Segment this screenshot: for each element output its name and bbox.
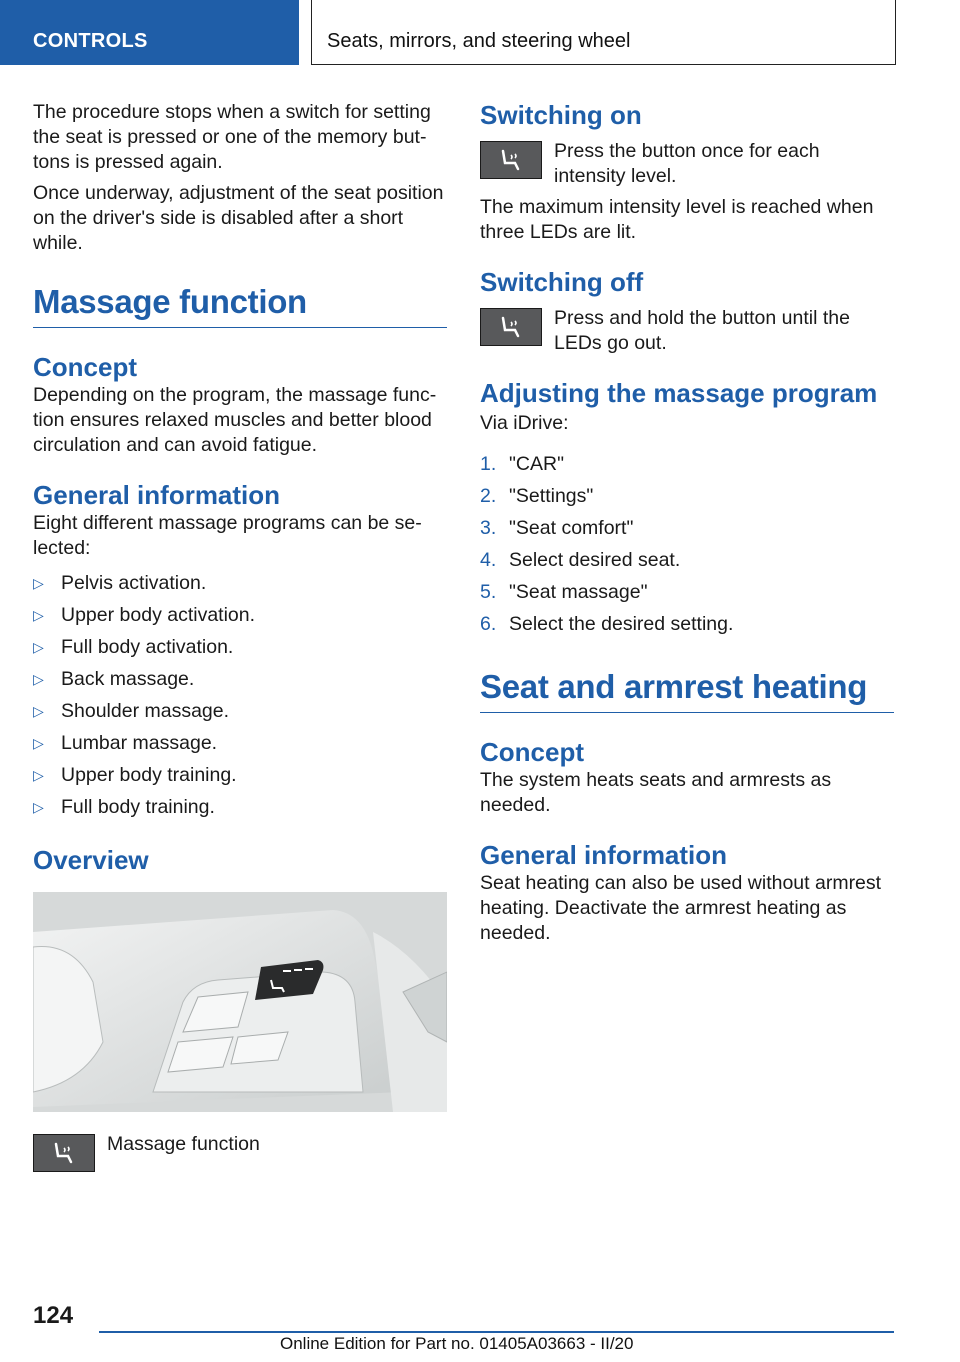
intro-paragraph-2: Once underway, adjustment of the seat position on the driver's side is disabled after a short while. bbox=[33, 182, 444, 254]
list-item: 5. "Seat massage" bbox=[480, 581, 648, 603]
overview-heading: Overview bbox=[33, 845, 149, 875]
list-item: ▷ Upper body training. bbox=[33, 759, 447, 791]
list-item: ▷ Full body training. bbox=[33, 791, 447, 823]
list-item: 4. Select desired seat. bbox=[480, 549, 681, 571]
triangle-right-icon: ▷ bbox=[33, 671, 44, 687]
triangle-right-icon: ▷ bbox=[33, 639, 44, 655]
concept-heading: Concept bbox=[33, 352, 137, 382]
chapter-label: Seats, mirrors, and steering wheel bbox=[327, 30, 631, 52]
list-item: 2. "Settings" bbox=[480, 485, 594, 507]
switching-off-row bbox=[480, 306, 894, 356]
chapter-tab bbox=[311, 0, 896, 65]
right-column bbox=[480, 100, 894, 946]
switching-on-heading: Switching on bbox=[480, 100, 642, 130]
intro-paragraph-1: The procedure stops when a switch for setting the seat is pressed or one of the memory buttons is pressed again. bbox=[33, 101, 431, 173]
triangle-right-icon: ▷ bbox=[33, 767, 44, 783]
seat-massage-icon bbox=[480, 141, 542, 179]
triangle-right-icon: ▷ bbox=[33, 703, 44, 719]
triangle-right-icon: ▷ bbox=[33, 607, 44, 623]
switching-on-row bbox=[480, 139, 894, 189]
list-item: ▷ Pelvis activation. bbox=[33, 567, 447, 599]
list-item: 6. Select the desired setting. bbox=[480, 613, 734, 635]
switching-on-text: Press the button once for each intensity level. bbox=[554, 140, 820, 187]
page-number: 124 bbox=[33, 1302, 74, 1329]
footer-edition: Online Edition for Part no. 01405A03663 - II/20 bbox=[280, 1334, 634, 1353]
adjust-steps-list bbox=[480, 448, 894, 640]
concept-text: Depending on the program, the massage function ensures relaxed muscles and better blood circulation and can avoid fatigue. bbox=[33, 384, 437, 456]
triangle-right-icon: ▷ bbox=[33, 735, 44, 751]
list-item: ▷ Lumbar massage. bbox=[33, 727, 447, 759]
switching-off-heading: Switching off bbox=[480, 267, 644, 297]
footer-divider bbox=[99, 1331, 894, 1333]
heating-concept-heading: Concept bbox=[480, 737, 584, 767]
seat-heating-heading: Seat and armrest heating bbox=[480, 668, 894, 713]
massage-function-heading: Massage function bbox=[33, 283, 447, 328]
section-tab bbox=[0, 0, 299, 65]
heating-general-heading: General information bbox=[480, 840, 728, 870]
list-item: 3. "Seat comfort" bbox=[480, 517, 634, 539]
general-info-heading: General information bbox=[33, 480, 281, 510]
heating-concept-text: The system heats seats and armrests as needed. bbox=[480, 769, 832, 816]
adjust-program-heading: Adjusting the massage program bbox=[480, 378, 878, 408]
seat-controls-photo bbox=[33, 892, 447, 1112]
massage-button-caption: Massage function bbox=[107, 1133, 260, 1155]
section-label: CONTROLS bbox=[33, 30, 148, 52]
adjust-intro: Via iDrive: bbox=[480, 412, 569, 434]
massage-button-legend bbox=[33, 1132, 447, 1172]
left-column bbox=[33, 100, 447, 1172]
seat-massage-icon bbox=[480, 308, 542, 346]
triangle-right-icon: ▷ bbox=[33, 575, 44, 591]
general-info-text: Eight different massage programs can be selected: bbox=[33, 512, 422, 559]
switching-off-text: Press and hold the button until the LEDs go out. bbox=[554, 307, 850, 354]
heating-general-text: Seat heating can also be used without armrest heating. Deactivate the armrest heating as needed. bbox=[480, 872, 882, 944]
list-item: ▷ Back massage. bbox=[33, 663, 447, 695]
intensity-note: The maximum intensity level is reached when three LEDs are lit. bbox=[480, 196, 874, 243]
list-item: ▷ Shoulder massage. bbox=[33, 695, 447, 727]
list-item: 1. "CAR" bbox=[480, 453, 565, 475]
seat-massage-icon bbox=[33, 1134, 95, 1172]
massage-programs-list bbox=[33, 567, 447, 823]
seat-panel-illustration bbox=[33, 892, 447, 1112]
triangle-right-icon: ▷ bbox=[33, 799, 44, 815]
list-item: ▷ Upper body activation. bbox=[33, 599, 447, 631]
list-item: ▷ Full body activation. bbox=[33, 631, 447, 663]
